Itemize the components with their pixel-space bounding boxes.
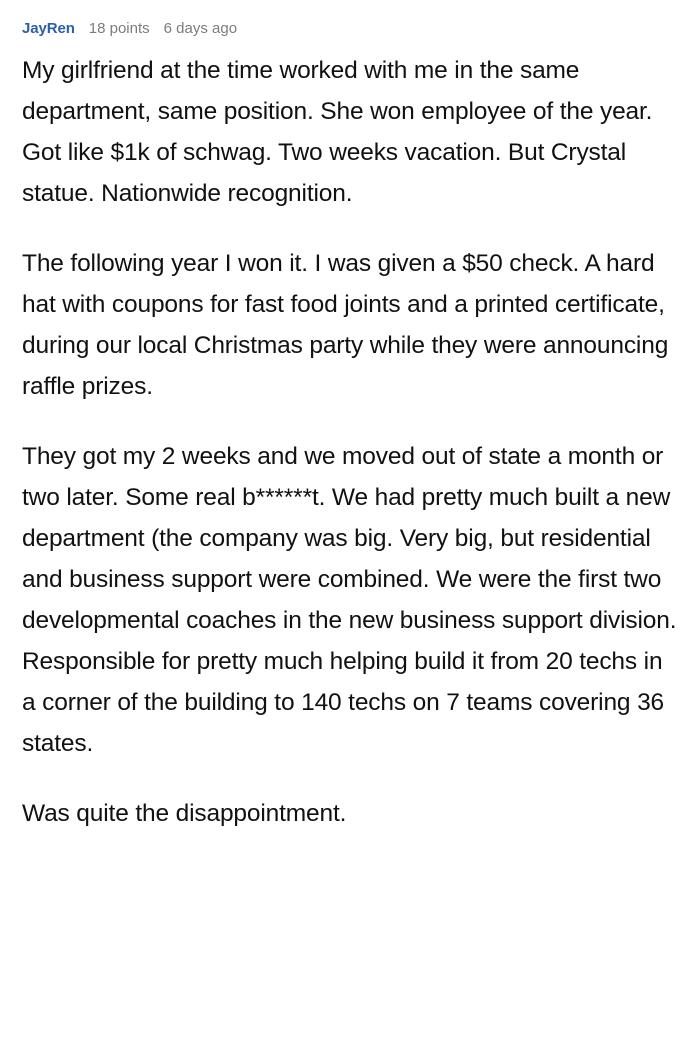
comment-body bbox=[22, 50, 678, 834]
comment-points: 18 points bbox=[88, 20, 150, 37]
comment-paragraph: The following year I won it. I was given a $50 check. A hard hat with coupons for fast food joints and a printed certificate, during our local Christmas party while they were announcing raffle prizes. bbox=[22, 250, 669, 400]
comment-paragraph: They got my 2 weeks and we moved out of state a month or two later. Some real b******t. We had pretty much built a new department (the company was big. Very big, but residential and business support were combined. We were the first two developmental coaches in the new business support division. Responsible for pretty much helping build it from 20 techs in a corner of the building to 140 techs on 7 teams covering 36 states. bbox=[22, 443, 677, 757]
comment-author[interactable]: JayRen bbox=[22, 20, 75, 37]
comment-paragraph: My girlfriend at the time worked with me in the same department, same position. She won employee of the year. Got like $1k of schwag. Two weeks vacation. But Crystal statue. Nationwide recognition. bbox=[22, 57, 653, 207]
comment-timestamp: 6 days ago bbox=[163, 20, 238, 37]
comment-paragraph: Was quite the disappointment. bbox=[22, 800, 347, 827]
comment-header bbox=[22, 20, 678, 38]
